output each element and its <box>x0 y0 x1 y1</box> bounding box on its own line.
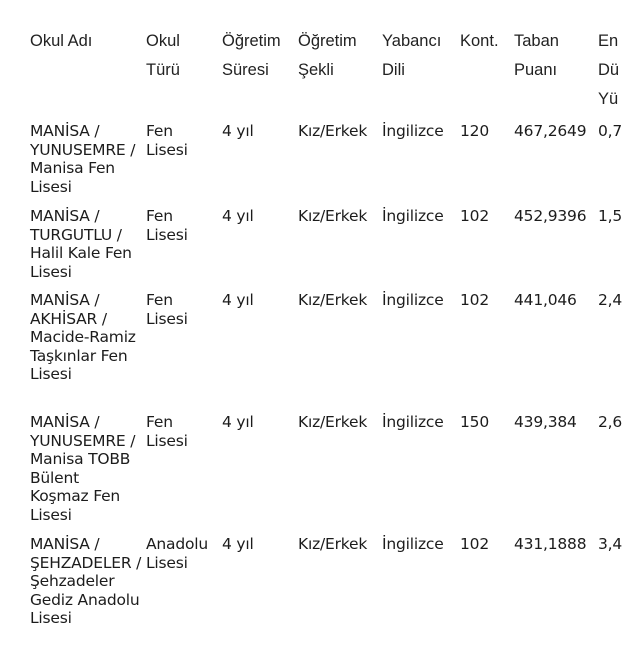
duration-cell: 4 yıl <box>222 291 254 309</box>
header-quota: Kont. <box>460 32 499 50</box>
language-cell: İngilizce <box>382 122 444 140</box>
mode-cell: Kız/Erkek <box>298 122 368 140</box>
header-foreign-language: Yabancı Dili <box>382 32 442 79</box>
language-cell: İngilizce <box>382 291 444 309</box>
quota-cell: 150 <box>460 413 489 431</box>
score-cell: 467,2649 <box>514 122 587 140</box>
percentile-cell: 2,6 <box>598 413 623 431</box>
quota-cell: 102 <box>460 207 489 225</box>
mode-cell: Kız/Erkek <box>298 207 368 225</box>
duration-cell: 4 yıl <box>222 413 254 431</box>
mode-cell: Kız/Erkek <box>298 291 368 309</box>
duration-cell: 4 yıl <box>222 122 254 140</box>
school-name-cell: MANİSA / TURGUTLU / Halil Kale Fen Lisesi <box>30 207 132 281</box>
duration-cell: 4 yıl <box>222 207 254 225</box>
mode-cell: Kız/Erkek <box>298 413 368 431</box>
school-name-cell: MANİSA / YUNUSEMRE / Manisa TOBB Bülent Koşmaz Fen Lisesi <box>30 413 136 524</box>
school-name-cell: MANİSA / AKHİSAR / Macide-Ramiz Taşkınlar Fen Lisesi <box>30 291 136 384</box>
language-cell: İngilizce <box>382 207 444 225</box>
header-duration: Öğretim Süresi <box>222 32 281 79</box>
language-cell: İngilizce <box>382 413 444 431</box>
score-cell: 431,1888 <box>514 535 587 553</box>
quota-cell: 120 <box>460 122 489 140</box>
header-school-name: Okul Adı <box>30 32 93 50</box>
header-school-type: Okul Türü <box>146 32 180 79</box>
quota-cell: 102 <box>460 291 489 309</box>
school-name-cell: MANİSA / YUNUSEMRE / Manisa Fen Lisesi <box>30 122 136 196</box>
school-type-cell: Fen Lisesi <box>146 291 188 328</box>
score-cell: 452,9396 <box>514 207 587 225</box>
quota-cell: 102 <box>460 535 489 553</box>
header-education-mode: Öğretim Şekli <box>298 32 357 79</box>
table-header-row <box>30 0 640 115</box>
header-base-score: Taban Puanı <box>514 32 559 79</box>
duration-cell: 4 yıl <box>222 535 254 553</box>
language-cell: İngilizce <box>382 535 444 553</box>
percentile-cell: 1,5 <box>598 207 623 225</box>
school-type-cell: Fen Lisesi <box>146 207 188 244</box>
percentile-cell: 0,7 <box>598 122 623 140</box>
school-name-cell: MANİSA / ŞEHZADELER / Şehzadeler Gediz Anadolu Lisesi <box>30 535 142 628</box>
score-cell: 441,046 <box>514 291 577 309</box>
mode-cell: Kız/Erkek <box>298 535 368 553</box>
percentile-cell: 2,4 <box>598 291 623 309</box>
school-type-cell: Anadolu Lisesi <box>146 535 208 572</box>
score-cell: 439,384 <box>514 413 577 431</box>
header-percentile: En Dü Yü <box>598 32 620 108</box>
school-type-cell: Fen Lisesi <box>146 413 188 450</box>
percentile-cell: 3,4 <box>598 535 623 553</box>
school-type-cell: Fen Lisesi <box>146 122 188 159</box>
